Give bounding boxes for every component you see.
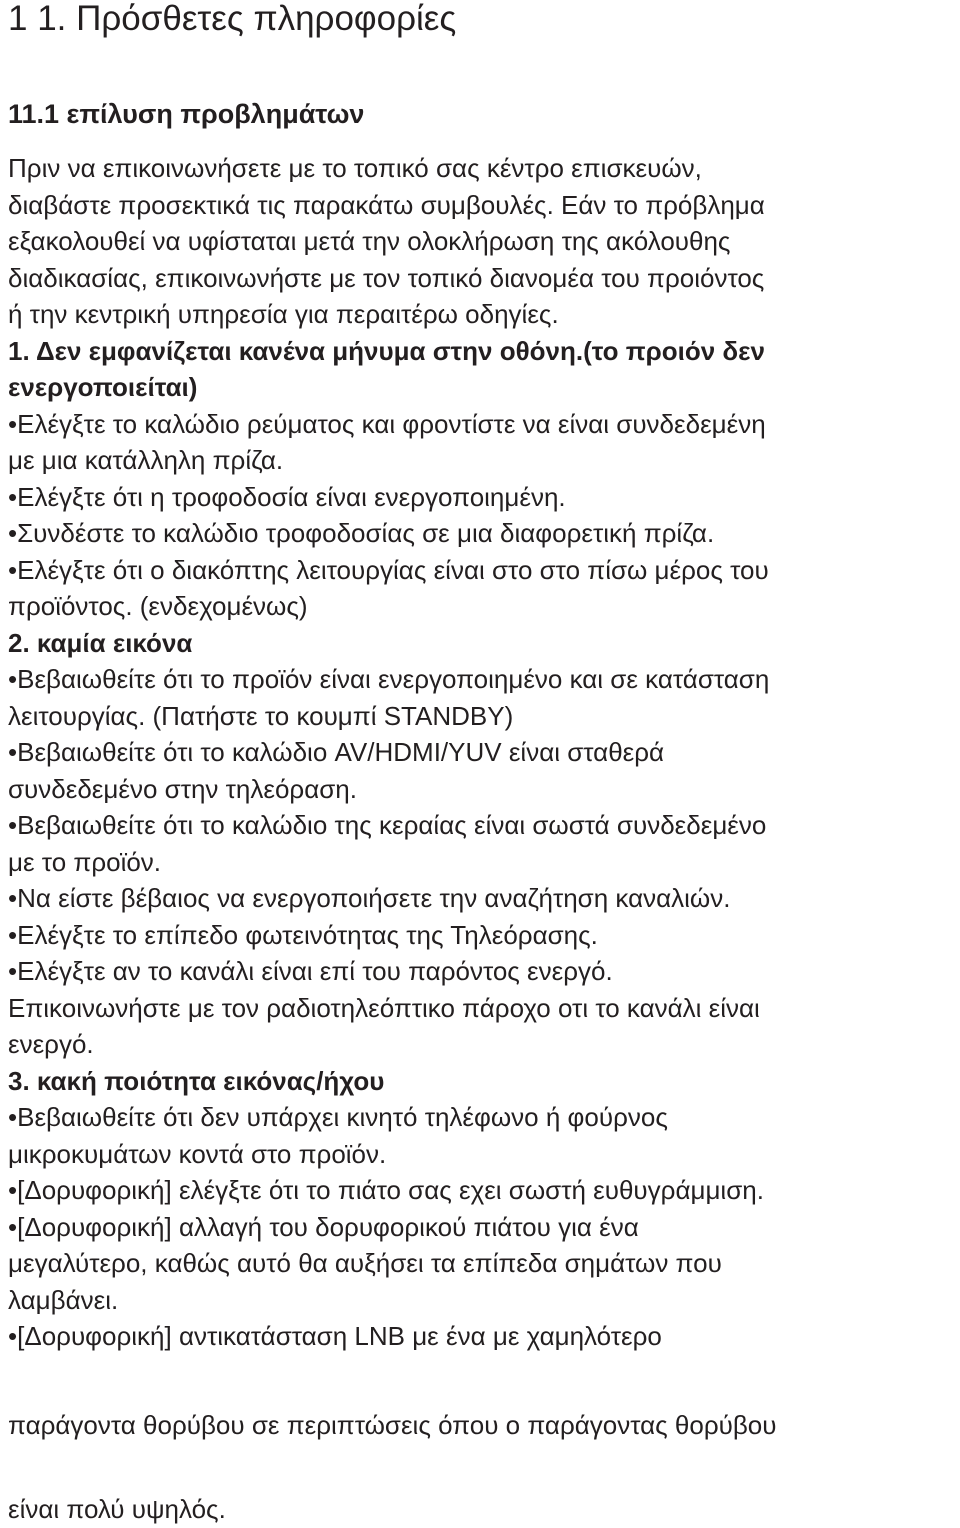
- list-item: [8, 515, 958, 552]
- list-item-text: Βεβαιωθείτε ότι το καλώδιο AV/HDMI/YUV είναι σταθερά: [17, 737, 665, 767]
- document-body: [8, 150, 958, 1528]
- subsection-title: 11.1 επίλυση προβλημάτων: [8, 99, 365, 129]
- tail-line: παράγοντα θορύβου σε περιπτώσεις όπου ο παράγοντας θορύβου: [8, 1409, 777, 1440]
- intro-line: εξακολουθεί να υφίσταται μετά την ολοκλήρωση της ακόλουθης: [8, 226, 731, 256]
- note-line: Επικοινωνήστε με τον ραδιοτηλεόπτικο πάροχο οτι το κανάλι είναι: [8, 992, 760, 1023]
- list-item-text: Ελέγξτε ότι ο διακόπτης λειτουργίας είναι στο στο πίσω μέρος του: [17, 554, 769, 585]
- list-item-cont: λαμβάνει.: [8, 1284, 119, 1315]
- list-item: [8, 880, 958, 917]
- list-item-cont: λειτουργίας. (Πατήστε το κουμπί STANDBY): [8, 700, 514, 731]
- list-item: [8, 1209, 958, 1246]
- list-item: [8, 953, 958, 990]
- list-item: [8, 1099, 958, 1136]
- intro-line: διαβάστε προσεκτικά τις παρακάτω συμβουλές. Εάν το πρόβλημα: [8, 189, 765, 220]
- problem-2-heading: 2. καμία εικόνα: [8, 627, 193, 658]
- list-item: [8, 917, 958, 954]
- list-item-text: Συνδέστε το καλώδιο τροφοδοσίας σε μια διαφορετική πρίζα.: [17, 518, 715, 548]
- spacer: [8, 1355, 958, 1407]
- list-item-cont: με μια κατάλληλη πρίζα.: [8, 445, 284, 475]
- list-item-text: [Δορυφορική] αλλαγή του δορυφορικού πιάτου για ένα: [17, 1211, 639, 1242]
- list-item-cont: προϊόντος. (ενδεχομένως): [8, 591, 308, 621]
- list-item-text: [Δορυφορική] αντικατάσταση LNB με ένα με χαμηλότερο: [17, 1321, 662, 1351]
- intro-line: διαδικασίας, επικοινωνήστε με τον τοπικό διανομέα του προιόντος: [8, 262, 765, 293]
- list-item-text: Ελέγξτε ότι η τροφοδοσία είναι ενεργοποιημένη.: [17, 481, 566, 512]
- list-item-cont: με το προϊόν.: [8, 846, 162, 877]
- list-item-text: Ελέγξτε το επίπεδο φωτεινότητας της Τηλεόρασης.: [17, 919, 598, 950]
- intro-line: ή την κεντρική υπηρεσία για περαιτέρω οδηγίες.: [8, 299, 559, 329]
- problem-1-heading: 1. Δεν εμφανίζεται κανένα μήνυμα στην οθόνη.(το προιόν δεν: [8, 335, 765, 366]
- list-item-text: Βεβαιωθείτε ότι το καλώδιο της κεραίας είναι σωστά συνδεδεμένο: [17, 810, 767, 840]
- list-item: [8, 661, 958, 698]
- problem-1-heading-cont: ενεργοποιείται): [8, 372, 198, 402]
- note-line: ενεργό.: [8, 1029, 94, 1059]
- list-item-text: Ελέγξτε αν το κανάλι είναι επί του παρόντος ενεργό.: [17, 956, 613, 986]
- list-item: [8, 406, 958, 443]
- list-item-cont: μικροκυμάτων κοντά στο προϊόν.: [8, 1138, 387, 1169]
- list-item-cont: μεγαλύτερο, καθώς αυτό θα αυξήσει τα επίπεδα σημάτων που: [8, 1248, 722, 1278]
- problem-3-heading: 3. κακή ποιότητα εικόνας/ήχου: [8, 1065, 385, 1096]
- list-item-text: Ελέγξτε το καλώδιο ρεύματος και φροντίστε να είναι συνδεδεμένη: [17, 408, 766, 439]
- list-item-text: Να είστε βέβαιος να ενεργοποιήσετε την αναζήτηση καναλιών.: [17, 883, 731, 913]
- list-item: [8, 1318, 958, 1355]
- list-item-text: [Δορυφορική] ελέγξτε ότι το πιάτο σας εχει σωστή ευθυγράμμιση.: [17, 1175, 764, 1205]
- list-item: [8, 1172, 958, 1209]
- list-item: [8, 552, 958, 589]
- spacer: [8, 1443, 958, 1491]
- list-item-text: Βεβαιωθείτε ότι το προϊόν είναι ενεργοποιημένο και σε κατάσταση: [17, 664, 770, 694]
- list-item: [8, 807, 958, 844]
- list-item-cont: συνδεδεμένο στην τηλεόραση.: [8, 773, 357, 804]
- list-item: [8, 479, 958, 516]
- list-item-text: Βεβαιωθείτε ότι δεν υπάρχει κινητό τηλέφωνο ή φούρνος: [17, 1102, 668, 1132]
- section-title: 1 1. Πρόσθετες πληροφορίες: [8, 0, 457, 38]
- list-item: [8, 734, 958, 771]
- tail-line: είναι πολύ υψηλός.: [8, 1494, 226, 1524]
- intro-line: Πριν να επικοινωνήσετε με το τοπικό σας κέντρο επισκευών,: [8, 153, 702, 183]
